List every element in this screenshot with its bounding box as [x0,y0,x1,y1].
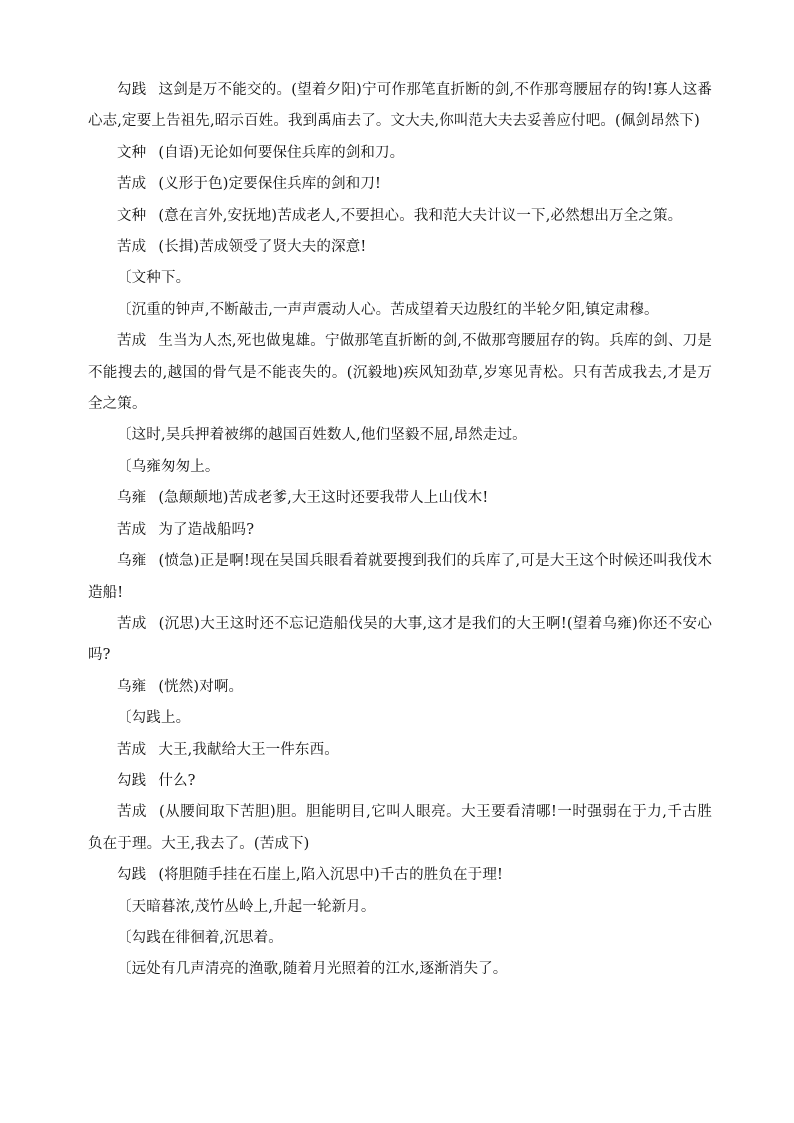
speaker-name: 苦成 [117,615,147,632]
dialogue-text: (急颠颠地)苦成老爹,大王这时还要我带人上山伐木! [158,490,489,507]
stage-direction: 〔乌雍匆匆上。 [117,458,220,475]
stage-direction: 〔远处有几声清亮的渔歌,随着月光照着的江水,逐渐消失了。 [117,961,508,978]
speaker-name: 乌雍 [117,490,147,507]
stage-direction: 〔勾践在徘徊着,沉思着。 [117,929,283,946]
dialogue-line [88,326,712,420]
speaker-name: 苦成 [117,804,147,821]
dialogue-text: (义形于色)定要保住兵库的剑和刀! [158,176,382,193]
speaker-name: 乌雍 [117,553,147,570]
stage-direction: 〔天暗暮浓,茂竹丛岭上,升起一轮新月。 [117,898,376,915]
speaker-name: 文种 [117,207,147,224]
dialogue-line [88,169,712,200]
speaker-name: 苦成 [117,176,147,193]
speaker-name: 苦成 [117,239,147,256]
script-page [88,75,712,986]
dialogue-text: 大王,我献给大王一件东西。 [158,741,339,758]
dialogue-line [88,860,712,891]
dialogue-text: (恍然)对啊。 [158,678,244,695]
speaker-name: 勾践 [117,82,147,98]
dialogue-text: (愤急)正是啊!现在吴国兵眼看着就要搜到我们的兵库了,可是大王这个时候还叫我伐木造船! [88,553,712,601]
dialogue-line [88,138,712,169]
dialogue-text: 这剑是万不能交的。(望着夕阳)宁可作那笔直折断的剑,不作那弯腰屈存的钩!寡人这番心志,定要上告祖先,昭示百姓。我到禹庙去了。文大夫,你叫范大夫去妥善应付吧。(佩剑昂然下) [88,82,712,130]
dialogue-line [88,797,712,860]
dialogue-line [88,766,712,797]
dialogue-text: (意在言外,安抚地)苦成老人,不要担心。我和范大夫计议一下,必然想出万全之策。 [158,207,683,224]
dialogue-line [88,609,712,672]
stage-direction: 〔勾践上。 [117,710,191,727]
dialogue-text: 生当为人杰,死也做鬼雄。宁做那笔直折断的剑,不做那弯腰屈存的钩。兵库的剑、刀是不能搜去的,越国的骨气是不能丧失的。(沉毅地)疾风知劲草,岁寒见青松。只有苦成我去,才是万全之策。 [88,333,712,413]
dialogue-line [88,546,712,609]
dialogue-line [88,232,712,263]
speaker-name: 勾践 [117,772,147,789]
dialogue-text: 什么? [158,772,196,789]
dialogue-line [88,672,712,703]
dialogue-line [88,515,712,546]
dialogue-text: (沉思)大王这时还不忘记造船伐吴的大事,这才是我们的大王啊!(望着乌雍)你还不安心吗? [88,615,712,664]
dialogue-line [88,201,712,232]
stage-direction: 〔沉重的钟声,不断敲击,一声声震动人心。苦成望着天边殷红的半轮夕阳,镇定肃穆。 [117,301,659,318]
speaker-name: 勾践 [117,867,147,884]
speaker-name: 苦成 [117,521,147,538]
dialogue-text: (将胆随手挂在石崖上,陷入沉思中)千古的胜负在于理! [158,867,503,884]
speaker-name: 苦成 [117,333,147,350]
dialogue-text: (自语)无论如何要保住兵库的剑和刀。 [158,144,405,161]
stage-direction: 〔这时,吴兵押着被绑的越国百姓数人,他们坚毅不屈,昂然走过。 [117,427,527,444]
speaker-name: 文种 [117,144,147,161]
dialogue-text: 为了造战船吗? [158,521,255,538]
speaker-name: 苦成 [117,741,147,758]
dialogue-line [88,483,712,514]
dialogue-line [88,75,712,138]
dialogue-text: (从腰间取下苦胆)胆。胆能明目,它叫人眼亮。大王要看清哪!一时强弱在于力,千古胜负在于理。大王,我去了。(苦成下) [88,804,712,852]
dialogue-text: (长揖)苦成领受了贤大夫的深意! [158,239,367,256]
stage-direction: 〔文种下。 [117,270,191,287]
dialogue-line [88,735,712,766]
speaker-name: 乌雍 [117,678,147,695]
